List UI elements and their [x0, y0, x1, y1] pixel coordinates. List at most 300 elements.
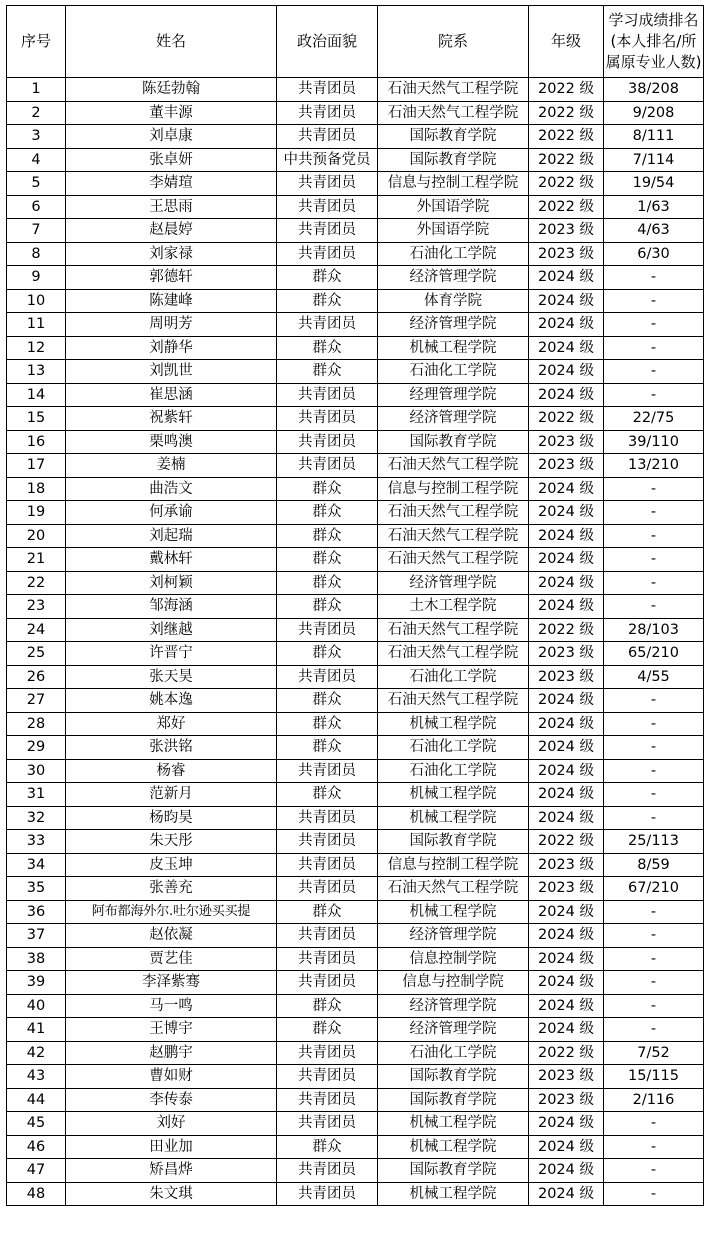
cell-ranking: 38/208 [604, 78, 704, 102]
cell-ranking: 7/114 [604, 148, 704, 172]
cell-political: 群众 [277, 900, 378, 924]
cell-political: 共青团员 [277, 1159, 378, 1183]
cell-political: 共青团员 [277, 971, 378, 995]
cell-name: 张卓妍 [66, 148, 277, 172]
cell-grade: 2024 级 [529, 947, 604, 971]
table-row [7, 172, 704, 196]
cell-index: 39 [7, 971, 66, 995]
cell-ranking: - [604, 689, 704, 713]
cell-department: 石油天然气工程学院 [378, 618, 529, 642]
cell-name: 戴林轩 [66, 548, 277, 572]
cell-department: 石油天然气工程学院 [378, 501, 529, 525]
cell-name: 矫昌烨 [66, 1159, 277, 1183]
cell-ranking: 1/63 [604, 195, 704, 219]
table-row [7, 407, 704, 431]
cell-name: 许晋宁 [66, 642, 277, 666]
cell-ranking: - [604, 806, 704, 830]
table-row [7, 947, 704, 971]
cell-name: 刘家禄 [66, 242, 277, 266]
cell-name: 董丰源 [66, 101, 277, 125]
cell-political: 共青团员 [277, 78, 378, 102]
table-row [7, 219, 704, 243]
cell-index: 34 [7, 853, 66, 877]
cell-political: 共青团员 [277, 430, 378, 454]
cell-grade: 2024 级 [529, 360, 604, 384]
cell-department: 国际教育学院 [378, 1159, 529, 1183]
cell-name: 张善充 [66, 877, 277, 901]
cell-department: 石油化工学院 [378, 360, 529, 384]
cell-name: 陈廷勃翰 [66, 78, 277, 102]
cell-name: 马一鸣 [66, 994, 277, 1018]
cell-grade: 2024 级 [529, 1182, 604, 1206]
cell-name: 栗鸣澳 [66, 430, 277, 454]
cell-grade: 2023 级 [529, 877, 604, 901]
cell-index: 14 [7, 383, 66, 407]
cell-index: 11 [7, 313, 66, 337]
cell-grade: 2022 级 [529, 78, 604, 102]
cell-index: 1 [7, 78, 66, 102]
cell-department: 国际教育学院 [378, 125, 529, 149]
cell-grade: 2022 级 [529, 101, 604, 125]
cell-political: 共青团员 [277, 242, 378, 266]
cell-index: 45 [7, 1112, 66, 1136]
header-ranking: 学习成绩排名(本人排名/所属原专业人数) [604, 6, 704, 78]
cell-political: 群众 [277, 1018, 378, 1042]
cell-department: 石油天然气工程学院 [378, 877, 529, 901]
cell-grade: 2022 级 [529, 172, 604, 196]
table-row [7, 78, 704, 102]
cell-grade: 2022 级 [529, 125, 604, 149]
cell-department: 石油化工学院 [378, 1041, 529, 1065]
cell-grade: 2024 级 [529, 524, 604, 548]
cell-ranking: - [604, 947, 704, 971]
cell-grade: 2024 级 [529, 806, 604, 830]
table-row [7, 642, 704, 666]
cell-grade: 2022 级 [529, 407, 604, 431]
cell-name: 崔思涵 [66, 383, 277, 407]
cell-name: 杨睿 [66, 759, 277, 783]
cell-ranking: 65/210 [604, 642, 704, 666]
cell-grade: 2024 级 [529, 736, 604, 760]
cell-index: 26 [7, 665, 66, 689]
cell-index: 37 [7, 924, 66, 948]
table-row [7, 1135, 704, 1159]
cell-grade: 2024 级 [529, 383, 604, 407]
cell-index: 38 [7, 947, 66, 971]
cell-department: 石油天然气工程学院 [378, 642, 529, 666]
cell-ranking: - [604, 783, 704, 807]
cell-ranking: 39/110 [604, 430, 704, 454]
table-row [7, 783, 704, 807]
cell-ranking: 15/115 [604, 1065, 704, 1089]
cell-index: 19 [7, 501, 66, 525]
cell-ranking: - [604, 595, 704, 619]
table-row [7, 336, 704, 360]
cell-name: 何承谕 [66, 501, 277, 525]
cell-political: 群众 [277, 524, 378, 548]
cell-department: 机械工程学院 [378, 1182, 529, 1206]
cell-name: 张天昊 [66, 665, 277, 689]
cell-grade: 2022 级 [529, 195, 604, 219]
cell-political: 群众 [277, 571, 378, 595]
cell-ranking: - [604, 360, 704, 384]
cell-ranking: 13/210 [604, 454, 704, 478]
cell-index: 12 [7, 336, 66, 360]
table-row [7, 712, 704, 736]
roster-body [7, 78, 704, 1206]
header-name: 姓名 [66, 6, 277, 78]
cell-political: 群众 [277, 642, 378, 666]
cell-grade: 2024 级 [529, 548, 604, 572]
table-row [7, 242, 704, 266]
header-department: 院系 [378, 6, 529, 78]
cell-index: 41 [7, 1018, 66, 1042]
cell-grade: 2023 级 [529, 642, 604, 666]
cell-grade: 2022 级 [529, 830, 604, 854]
cell-political: 共青团员 [277, 1041, 378, 1065]
cell-index: 18 [7, 477, 66, 501]
cell-political: 共青团员 [277, 947, 378, 971]
cell-political: 共青团员 [277, 172, 378, 196]
table-row [7, 383, 704, 407]
cell-department: 国际教育学院 [378, 148, 529, 172]
cell-political: 共青团员 [277, 454, 378, 478]
cell-index: 23 [7, 595, 66, 619]
cell-grade: 2023 级 [529, 242, 604, 266]
cell-name: 郑好 [66, 712, 277, 736]
cell-ranking: - [604, 971, 704, 995]
cell-name: 田业加 [66, 1135, 277, 1159]
student-roster-table [6, 5, 704, 1206]
table-row [7, 595, 704, 619]
cell-ranking: - [604, 1018, 704, 1042]
cell-political: 共青团员 [277, 1065, 378, 1089]
cell-name: 刘起瑞 [66, 524, 277, 548]
table-row [7, 477, 704, 501]
cell-ranking: - [604, 313, 704, 337]
cell-index: 25 [7, 642, 66, 666]
table-row [7, 689, 704, 713]
cell-index: 3 [7, 125, 66, 149]
cell-department: 外国语学院 [378, 195, 529, 219]
table-row [7, 101, 704, 125]
cell-ranking: - [604, 736, 704, 760]
cell-political: 群众 [277, 1135, 378, 1159]
cell-political: 共青团员 [277, 924, 378, 948]
cell-name: 祝紫轩 [66, 407, 277, 431]
table-row [7, 195, 704, 219]
cell-political: 共青团员 [277, 618, 378, 642]
cell-department: 信息与控制工程学院 [378, 477, 529, 501]
table-row [7, 360, 704, 384]
cell-department: 石油化工学院 [378, 736, 529, 760]
cell-political: 共青团员 [277, 125, 378, 149]
cell-ranking: - [604, 289, 704, 313]
cell-political: 群众 [277, 548, 378, 572]
cell-name: 刘好 [66, 1112, 277, 1136]
cell-index: 24 [7, 618, 66, 642]
cell-name: 赵依凝 [66, 924, 277, 948]
cell-ranking: 25/113 [604, 830, 704, 854]
cell-department: 经济管理学院 [378, 266, 529, 290]
cell-grade: 2024 级 [529, 689, 604, 713]
cell-grade: 2024 级 [529, 1135, 604, 1159]
cell-grade: 2022 级 [529, 1041, 604, 1065]
cell-department: 机械工程学院 [378, 806, 529, 830]
cell-name: 周明芳 [66, 313, 277, 337]
table-row [7, 759, 704, 783]
cell-name: 刘静华 [66, 336, 277, 360]
cell-department: 土木工程学院 [378, 595, 529, 619]
cell-department: 经济管理学院 [378, 313, 529, 337]
cell-department: 信息与控制工程学院 [378, 853, 529, 877]
cell-index: 35 [7, 877, 66, 901]
table-row [7, 430, 704, 454]
table-row [7, 501, 704, 525]
cell-index: 10 [7, 289, 66, 313]
cell-department: 国际教育学院 [378, 830, 529, 854]
table-row [7, 148, 704, 172]
cell-political: 共青团员 [277, 1112, 378, 1136]
cell-index: 7 [7, 219, 66, 243]
cell-department: 经济管理学院 [378, 994, 529, 1018]
cell-grade: 2023 级 [529, 1088, 604, 1112]
cell-name: 赵鹏宇 [66, 1041, 277, 1065]
cell-political: 共青团员 [277, 759, 378, 783]
table-row [7, 618, 704, 642]
cell-ranking: 28/103 [604, 618, 704, 642]
cell-political: 共青团员 [277, 219, 378, 243]
cell-grade: 2022 级 [529, 618, 604, 642]
table-row [7, 971, 704, 995]
cell-name: 李泽紫骞 [66, 971, 277, 995]
cell-grade: 2024 级 [529, 971, 604, 995]
table-row [7, 1112, 704, 1136]
cell-grade: 2024 级 [529, 1159, 604, 1183]
cell-name: 贾艺佳 [66, 947, 277, 971]
cell-index: 8 [7, 242, 66, 266]
cell-name: 姜楠 [66, 454, 277, 478]
cell-grade: 2022 级 [529, 148, 604, 172]
cell-index: 9 [7, 266, 66, 290]
table-row [7, 900, 704, 924]
cell-ranking: 9/208 [604, 101, 704, 125]
table-row [7, 289, 704, 313]
cell-ranking: 6/30 [604, 242, 704, 266]
cell-ranking: - [604, 548, 704, 572]
cell-political: 群众 [277, 360, 378, 384]
cell-department: 经济管理学院 [378, 571, 529, 595]
cell-political: 群众 [277, 501, 378, 525]
cell-name: 邹海涵 [66, 595, 277, 619]
cell-ranking: - [604, 994, 704, 1018]
cell-ranking: 7/52 [604, 1041, 704, 1065]
cell-political: 群众 [277, 289, 378, 313]
table-row [7, 994, 704, 1018]
table-row [7, 266, 704, 290]
cell-name: 陈建峰 [66, 289, 277, 313]
table-row [7, 313, 704, 337]
cell-political: 共青团员 [277, 195, 378, 219]
cell-department: 体育学院 [378, 289, 529, 313]
cell-department: 机械工程学院 [378, 1135, 529, 1159]
table-row [7, 1159, 704, 1183]
cell-ranking: - [604, 266, 704, 290]
cell-ranking: - [604, 336, 704, 360]
cell-index: 20 [7, 524, 66, 548]
cell-department: 石油天然气工程学院 [378, 78, 529, 102]
cell-grade: 2024 级 [529, 924, 604, 948]
cell-political: 群众 [277, 266, 378, 290]
cell-index: 22 [7, 571, 66, 595]
cell-department: 经济管理学院 [378, 924, 529, 948]
cell-index: 30 [7, 759, 66, 783]
cell-ranking: - [604, 900, 704, 924]
cell-name: 赵晨婷 [66, 219, 277, 243]
table-row [7, 571, 704, 595]
table-row [7, 924, 704, 948]
cell-grade: 2024 级 [529, 595, 604, 619]
cell-index: 15 [7, 407, 66, 431]
cell-ranking: 4/63 [604, 219, 704, 243]
cell-index: 29 [7, 736, 66, 760]
table-row [7, 830, 704, 854]
table-row [7, 1088, 704, 1112]
cell-political: 共青团员 [277, 877, 378, 901]
cell-political: 共青团员 [277, 806, 378, 830]
cell-department: 信息与控制学院 [378, 971, 529, 995]
table-row [7, 1041, 704, 1065]
cell-ranking: - [604, 571, 704, 595]
cell-grade: 2023 级 [529, 1065, 604, 1089]
cell-department: 石油化工学院 [378, 242, 529, 266]
cell-department: 信息与控制工程学院 [378, 172, 529, 196]
cell-political: 群众 [277, 477, 378, 501]
cell-grade: 2023 级 [529, 219, 604, 243]
cell-index: 6 [7, 195, 66, 219]
cell-grade: 2023 级 [529, 853, 604, 877]
cell-grade: 2024 级 [529, 783, 604, 807]
cell-department: 机械工程学院 [378, 783, 529, 807]
header-row [7, 6, 704, 78]
cell-grade: 2024 级 [529, 900, 604, 924]
cell-grade: 2024 级 [529, 1112, 604, 1136]
cell-index: 27 [7, 689, 66, 713]
cell-name: 刘继越 [66, 618, 277, 642]
cell-ranking: - [604, 1159, 704, 1183]
cell-index: 2 [7, 101, 66, 125]
cell-political: 群众 [277, 712, 378, 736]
cell-name: 姚本逸 [66, 689, 277, 713]
cell-index: 47 [7, 1159, 66, 1183]
table-row [7, 454, 704, 478]
cell-department: 经济管理学院 [378, 407, 529, 431]
cell-political: 共青团员 [277, 853, 378, 877]
cell-political: 共青团员 [277, 383, 378, 407]
cell-ranking: - [604, 924, 704, 948]
cell-department: 石油化工学院 [378, 759, 529, 783]
cell-name: 曹如财 [66, 1065, 277, 1089]
cell-department: 机械工程学院 [378, 900, 529, 924]
cell-name: 朱文琪 [66, 1182, 277, 1206]
table-row [7, 125, 704, 149]
cell-grade: 2023 级 [529, 665, 604, 689]
cell-grade: 2024 级 [529, 571, 604, 595]
cell-index: 5 [7, 172, 66, 196]
cell-name: 郭德轩 [66, 266, 277, 290]
cell-political: 群众 [277, 783, 378, 807]
header-grade: 年级 [529, 6, 604, 78]
cell-name: 王思雨 [66, 195, 277, 219]
table-row [7, 665, 704, 689]
cell-index: 32 [7, 806, 66, 830]
cell-political: 群众 [277, 736, 378, 760]
cell-index: 48 [7, 1182, 66, 1206]
cell-ranking: 8/59 [604, 853, 704, 877]
cell-ranking: - [604, 712, 704, 736]
cell-political: 群众 [277, 689, 378, 713]
cell-ranking: 2/116 [604, 1088, 704, 1112]
cell-department: 经理管理学院 [378, 383, 529, 407]
cell-name: 王博宇 [66, 1018, 277, 1042]
cell-ranking: 4/55 [604, 665, 704, 689]
cell-name: 李婧瑄 [66, 172, 277, 196]
table-row [7, 853, 704, 877]
cell-political: 共青团员 [277, 1088, 378, 1112]
cell-grade: 2024 级 [529, 994, 604, 1018]
cell-department: 石油天然气工程学院 [378, 101, 529, 125]
cell-index: 21 [7, 548, 66, 572]
table-row [7, 806, 704, 830]
cell-index: 13 [7, 360, 66, 384]
cell-index: 16 [7, 430, 66, 454]
cell-index: 28 [7, 712, 66, 736]
cell-ranking: 22/75 [604, 407, 704, 431]
cell-ranking: - [604, 759, 704, 783]
cell-name: 杨昀昊 [66, 806, 277, 830]
cell-department: 机械工程学院 [378, 1112, 529, 1136]
cell-department: 石油天然气工程学院 [378, 454, 529, 478]
cell-department: 石油天然气工程学院 [378, 548, 529, 572]
cell-ranking: - [604, 524, 704, 548]
cell-ranking: - [604, 501, 704, 525]
cell-ranking: - [604, 477, 704, 501]
cell-political: 共青团员 [277, 101, 378, 125]
cell-ranking: 8/111 [604, 125, 704, 149]
header-political: 政治面貌 [277, 6, 378, 78]
cell-grade: 2023 级 [529, 430, 604, 454]
cell-department: 机械工程学院 [378, 336, 529, 360]
cell-ranking: 67/210 [604, 877, 704, 901]
cell-grade: 2024 级 [529, 477, 604, 501]
cell-ranking: - [604, 1112, 704, 1136]
cell-grade: 2024 级 [529, 759, 604, 783]
cell-index: 44 [7, 1088, 66, 1112]
cell-department: 信息控制学院 [378, 947, 529, 971]
cell-political: 共青团员 [277, 665, 378, 689]
cell-grade: 2024 级 [529, 712, 604, 736]
cell-grade: 2023 级 [529, 454, 604, 478]
cell-index: 42 [7, 1041, 66, 1065]
cell-grade: 2024 级 [529, 266, 604, 290]
cell-index: 43 [7, 1065, 66, 1089]
cell-department: 机械工程学院 [378, 712, 529, 736]
cell-index: 17 [7, 454, 66, 478]
table-row [7, 1182, 704, 1206]
cell-name: 刘柯颖 [66, 571, 277, 595]
cell-political: 群众 [277, 994, 378, 1018]
cell-grade: 2024 级 [529, 289, 604, 313]
